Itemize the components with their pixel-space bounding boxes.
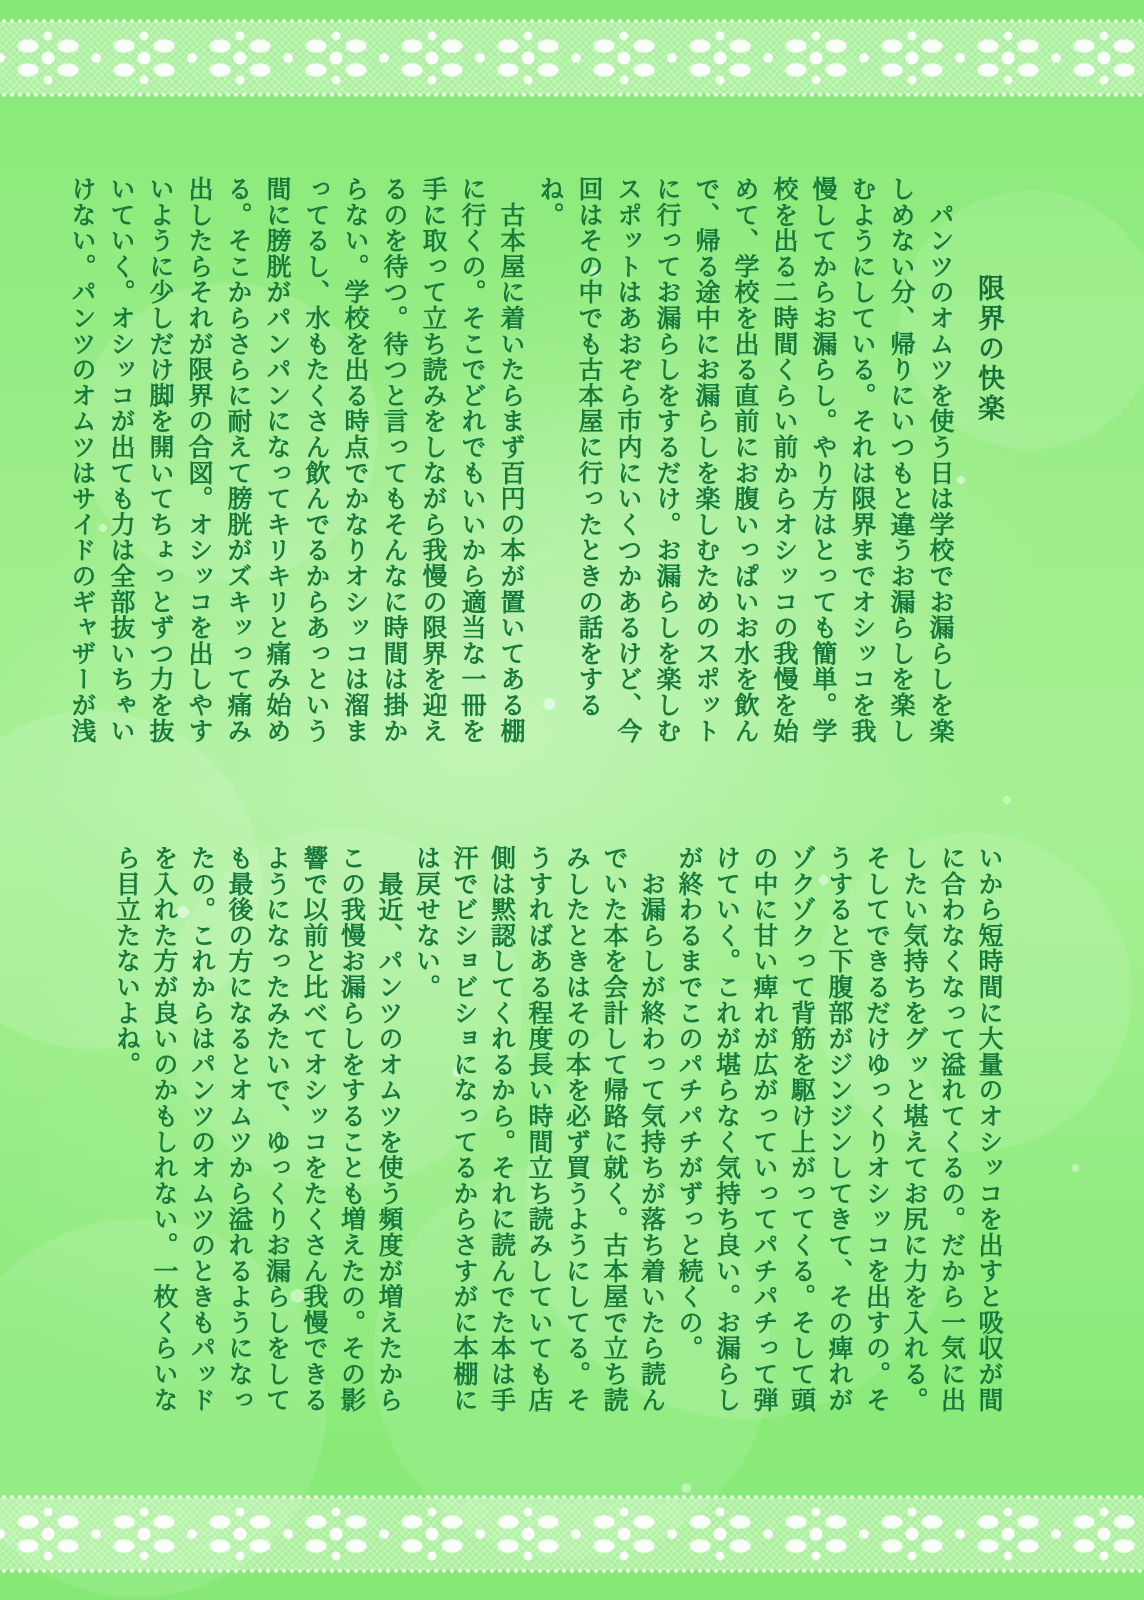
paragraph: 古本屋に着いたらまず百円の本が置いてある棚に行くの。そこでどれでもいいから適当な一冊を手に取って立ち読みをしながら我慢の限界を迎えるのを待つ。待つと言ってもそんなに時間は掛からない。学校を出る時点でかなりオシッコは溜まってるし、水もたくさん飲んでるからあっという間に膀胱がパンパンになってキリキリと痛み始める。そこからさらに耐えて膀胱がズキッって痛み出したらそれが限界の合図。オシッコを出しやすいように少しだけ脚を開いてちょっとずつ力を抜いていく。オシッコが出ても力は全部抜いちゃいけない。パンツのオムツはサイドのギャザーが浅 [68, 176, 526, 744]
paragraph: パンツのオムツを使う日は学校でお漏らしを楽しめない分、帰りにいつもと違うお漏らしを楽しむようにしている。それは限界までオシッコを我慢してからお漏らし。やり方はとっても簡単。学校を出る二時間くらい前からオシッコの我慢を始めて、学校を出る直前にお腹いっぱいお水を飲んで、帰る途中にお漏らしを楽しむためのスポットに行ってお漏らしをするだけ。お漏らしを楽しむスポットはあおぞら市内にいくつかあるけど、今回はその中でも古本屋に行ったときの話をするね。 [536, 176, 955, 744]
top-text-block [63, 176, 1008, 750]
lace-border-top [0, 22, 1144, 94]
bottom-text-block [108, 845, 1008, 1419]
paragraph: いから短時間に大量のオシッコを出すと吸収が間に合わなくなって溢れてくるの。だから一気に出したい気持ちをグッと堪えてお尻に力を入れる。そしてできるだけゆっくりオシッコを出すの。そうすると下腹部がジンジンしてきて、その痺れがゾクゾクって背筋を駆け上がってくる。そして頭の中に甘い痺れが広がっていってパチパチって弾けていく。これが堪らなく気持ち良い。お漏らしが終わるまでこのパチパチがずっと続くの。 [675, 845, 1004, 1413]
paragraph: 最近、パンツのオムツを使う頻度が増えたからこの我慢お漏らしをすることも増えたの。その影響で以前と比べてオシッコをたくさん我慢できるようになったみたいで、ゆっくりお漏らしをしても最後の方になるとオムツから溢れるようになったの。これからはパンツのオムツのときもパッドを入れた方が良いのかもしれない。一枚くらいなら目立たないよね。 [112, 845, 404, 1413]
paragraph: お漏らしが終わって気持ちが落ち着いたら読んでいた本を会計して帰路に就く。古本屋で立ち読みしたときはその本を必ず買うようにしてる。そうすればある程度長い時間立ち読みしていても店側は黙認してくれるから。それに読んでた本は手汗でビショビショになってるからさすがに本棚には戻せない。 [412, 845, 667, 1413]
lace-border-bottom [0, 1498, 1144, 1570]
page-title: 限界の快楽 [973, 274, 1004, 424]
